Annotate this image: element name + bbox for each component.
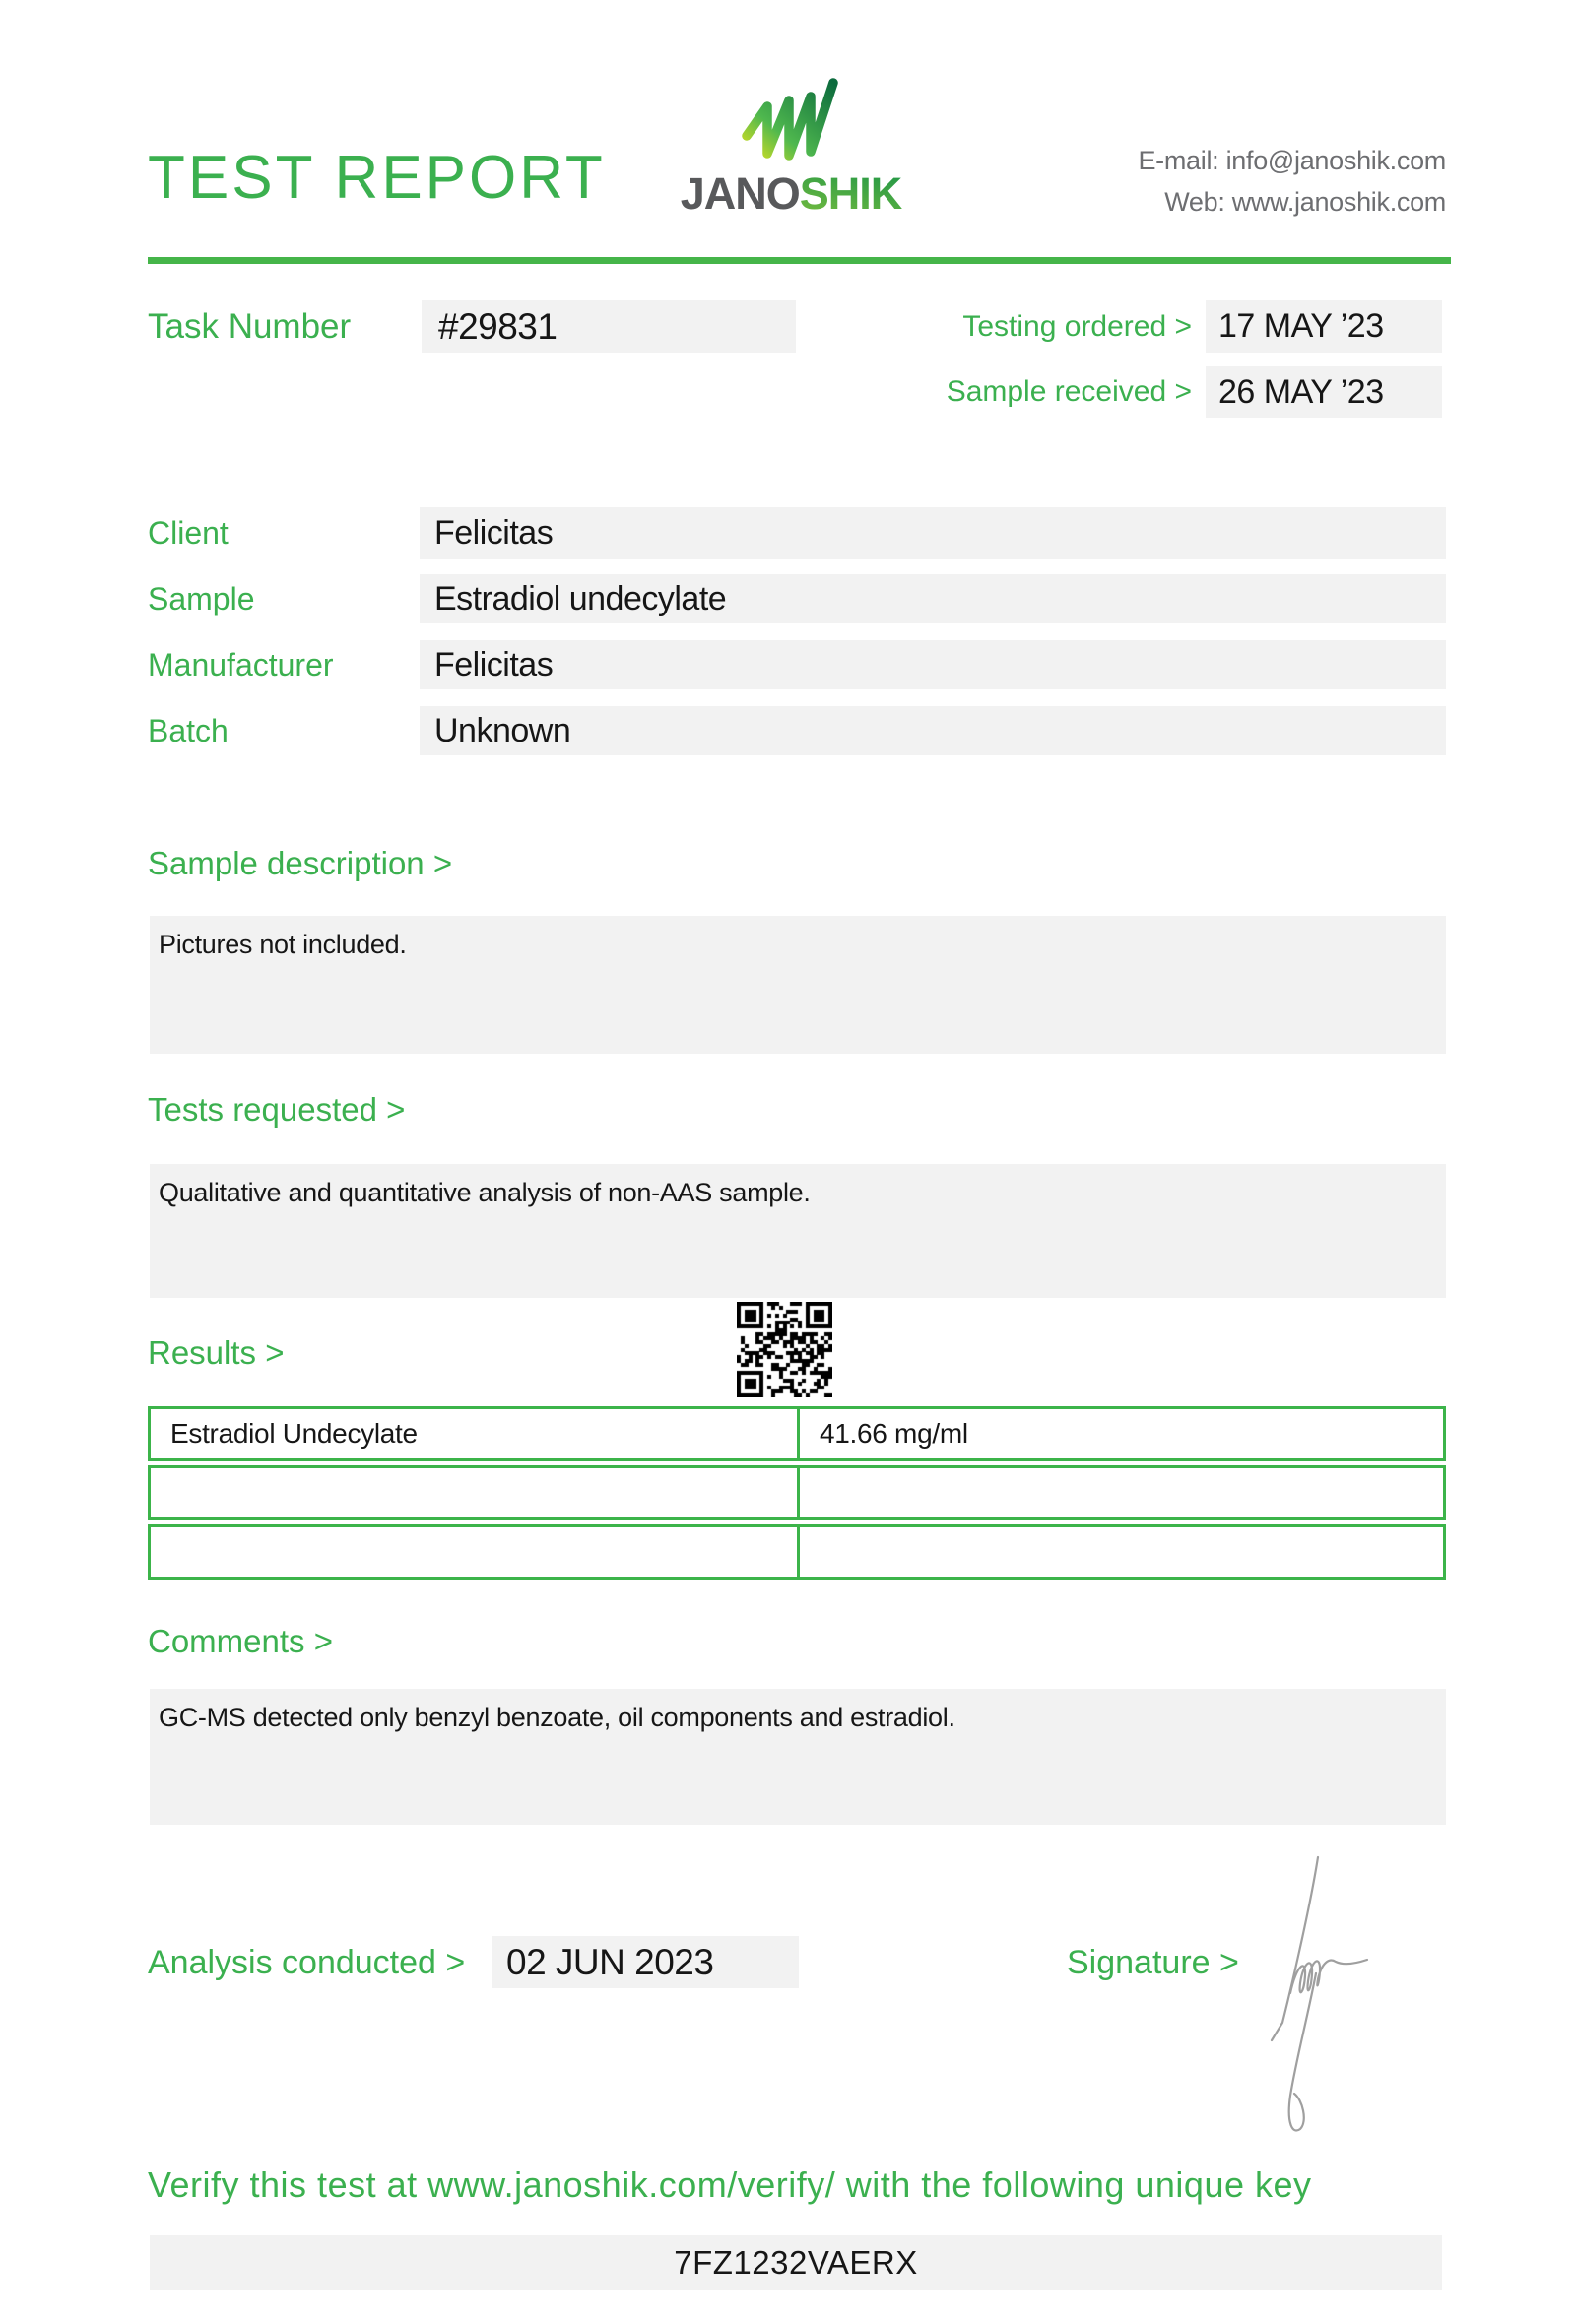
analysis-date-field bbox=[492, 1936, 799, 1988]
result-analyte bbox=[151, 1468, 797, 1517]
task-number-label: Task Number bbox=[148, 307, 352, 346]
task-number-value: #29831 bbox=[438, 306, 558, 347]
result-analyte: Estradiol Undecylate bbox=[170, 1418, 418, 1449]
result-value bbox=[797, 1527, 1443, 1577]
sample-received-value: 26 MAY ’23 bbox=[1218, 373, 1384, 411]
contact-web: Web: www.janoshik.com bbox=[1164, 187, 1446, 217]
comments-box: GC-MS detected only benzyl benzoate, oil components and estradiol. bbox=[150, 1689, 1446, 1825]
sample-description-heading: Sample description > bbox=[148, 845, 453, 881]
manufacturer-field bbox=[420, 640, 1446, 689]
analysis-date-value: 02 JUN 2023 bbox=[506, 1942, 714, 1982]
batch-field bbox=[420, 706, 1446, 755]
tests-requested-box: Qualitative and quantitative analysis of non-AAS sample. bbox=[150, 1164, 1446, 1298]
sample-received-field bbox=[1206, 366, 1442, 418]
page-title: TEST REPORT bbox=[148, 144, 606, 212]
contact-email: E-mail: info@janoshik.com bbox=[1138, 146, 1446, 175]
sample-value: Estradiol undecylate bbox=[434, 580, 727, 617]
testing-ordered-value: 17 MAY ’23 bbox=[1218, 307, 1384, 345]
verify-instruction: Verify this test at www.janoshik.com/verify/ with the following unique key bbox=[148, 2164, 1312, 2205]
qr-code bbox=[737, 1302, 832, 1397]
result-value: 41.66 mg/ml bbox=[797, 1409, 1443, 1458]
batch-value: Unknown bbox=[434, 712, 571, 749]
result-row bbox=[148, 1406, 1446, 1461]
verify-key-field bbox=[150, 2235, 1442, 2290]
janoshik-logo bbox=[676, 75, 907, 215]
comments-heading: Comments > bbox=[148, 1623, 333, 1659]
growth-chart-icon bbox=[747, 83, 833, 156]
contact-info bbox=[985, 140, 1446, 223]
client-label: Client bbox=[148, 515, 229, 550]
testing-ordered-field bbox=[1206, 300, 1442, 353]
result-row bbox=[148, 1465, 1446, 1520]
signature-label: Signature > bbox=[1067, 1944, 1239, 1981]
manufacturer-value: Felicitas bbox=[434, 646, 554, 683]
result-analyte bbox=[151, 1527, 797, 1577]
result-value bbox=[797, 1468, 1443, 1517]
results-heading: Results > bbox=[148, 1334, 285, 1371]
task-number-field bbox=[422, 300, 796, 353]
sample-description-box: Pictures not included. bbox=[150, 916, 1446, 1054]
tests-requested-heading: Tests requested > bbox=[148, 1091, 406, 1128]
sample-label: Sample bbox=[148, 581, 255, 616]
analysis-conducted-label: Analysis conducted > bbox=[148, 1944, 466, 1981]
client-value: Felicitas bbox=[434, 514, 554, 551]
header-divider bbox=[148, 257, 1451, 264]
logo-wordmark: JANOSHIK bbox=[680, 168, 902, 215]
sample-field bbox=[420, 574, 1446, 623]
sample-received-label: Sample received > bbox=[946, 375, 1192, 408]
verify-key-value: 7FZ1232VAERX bbox=[674, 2244, 918, 2281]
signature-scribble-icon bbox=[1257, 1847, 1424, 2143]
batch-label: Batch bbox=[148, 713, 229, 748]
manufacturer-label: Manufacturer bbox=[148, 647, 334, 682]
result-row bbox=[148, 1524, 1446, 1580]
client-field bbox=[420, 507, 1446, 559]
testing-ordered-label: Testing ordered > bbox=[962, 310, 1192, 343]
